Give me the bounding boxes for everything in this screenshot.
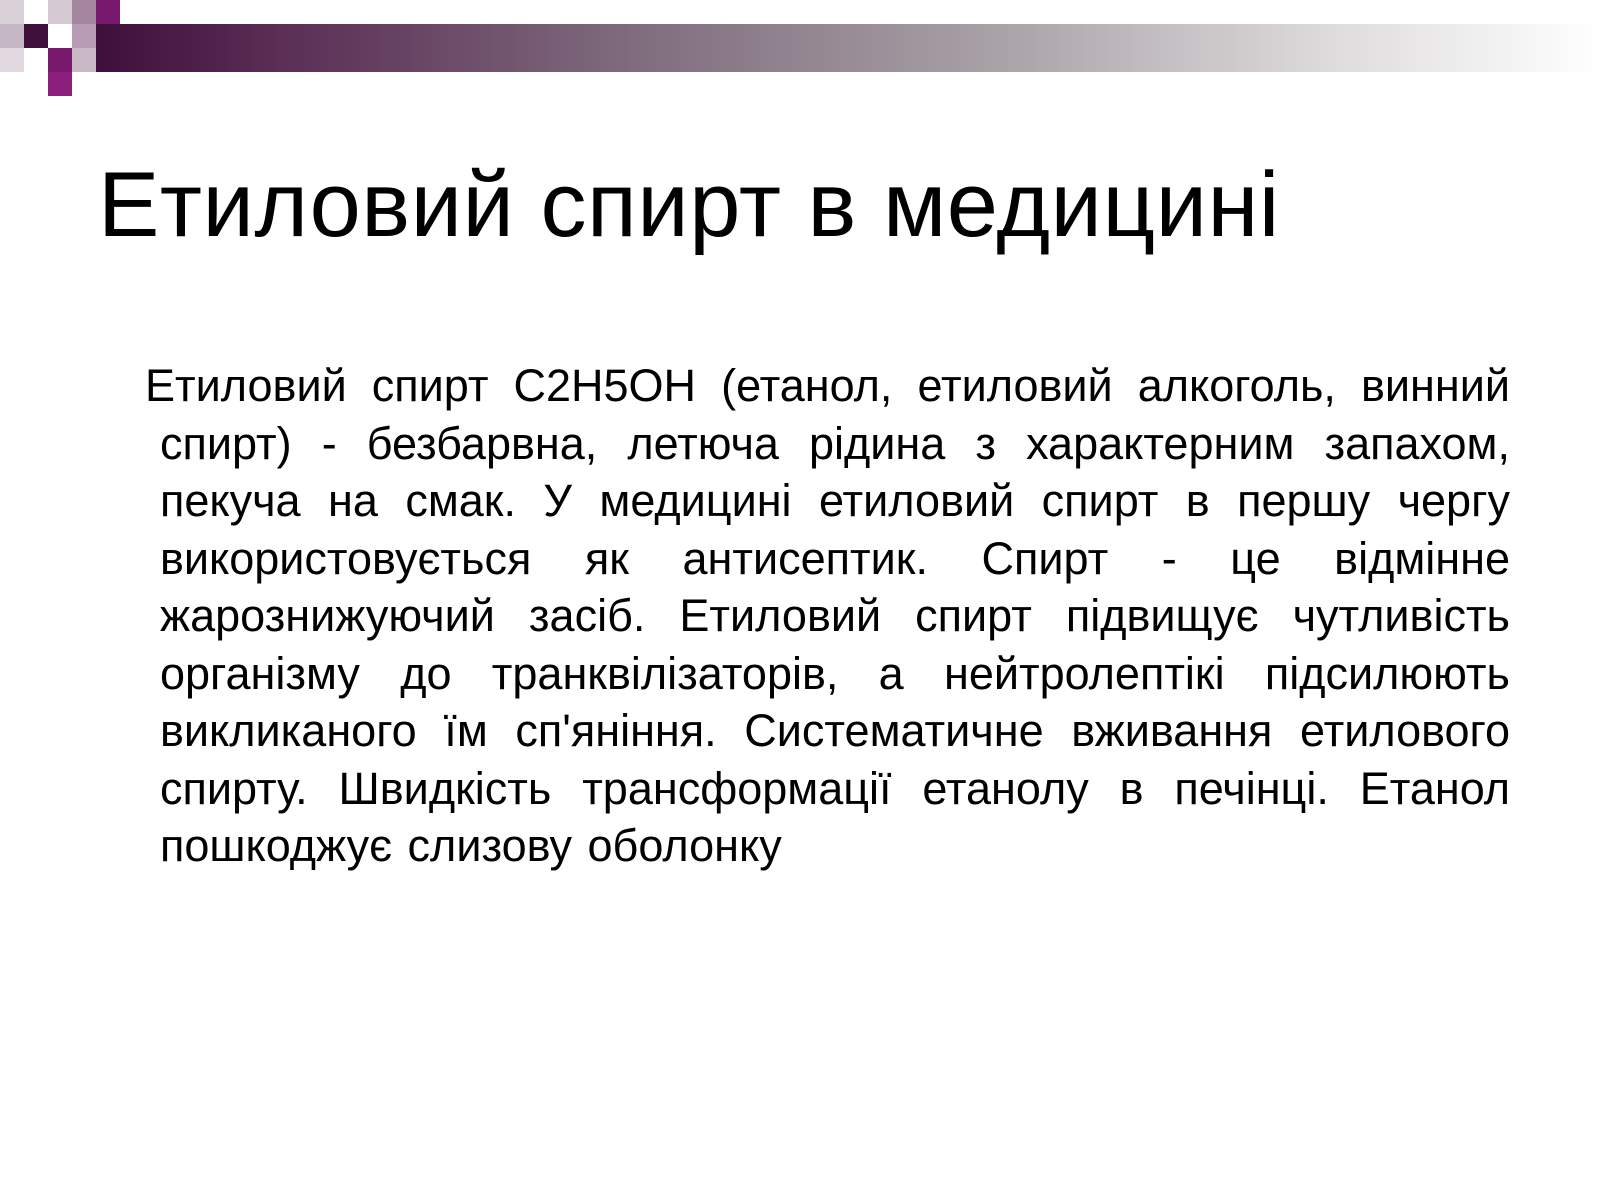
decor-square [24, 24, 48, 48]
decor-square [72, 0, 96, 24]
slide-title: Етиловий спирт в медицині [98, 154, 1280, 256]
decor-square [0, 48, 24, 72]
decor-square [48, 48, 72, 72]
decor-square [72, 24, 96, 48]
header-gradient-band [96, 24, 1600, 72]
decor-square [24, 48, 48, 72]
slide-body-text: Етиловий спирт C2H5OH (етанол, етиловий алкоголь, винний спирт) - безбарвна, летюча рідина з характерним запахом, пекуча на смак. У медицині етиловий спирт в першу чергу використовується як антисептик. Спирт - це відмінне жарознижуючий засіб. Етиловий спирт підвищує чутливість організму до транквілізаторів, а нейтролептікі підсилюють викликаного їм сп'яніння. Систематичне вживання етилового спирту. Швидкість трансформації етанолу в печінці. Етанол пошкоджує слизову оболонку [145, 360, 1510, 871]
decor-square [0, 24, 24, 48]
decor-square [48, 72, 72, 96]
decor-square [0, 0, 24, 24]
decor-square [48, 0, 72, 24]
decor-square [72, 48, 96, 72]
decor-square [96, 0, 120, 24]
